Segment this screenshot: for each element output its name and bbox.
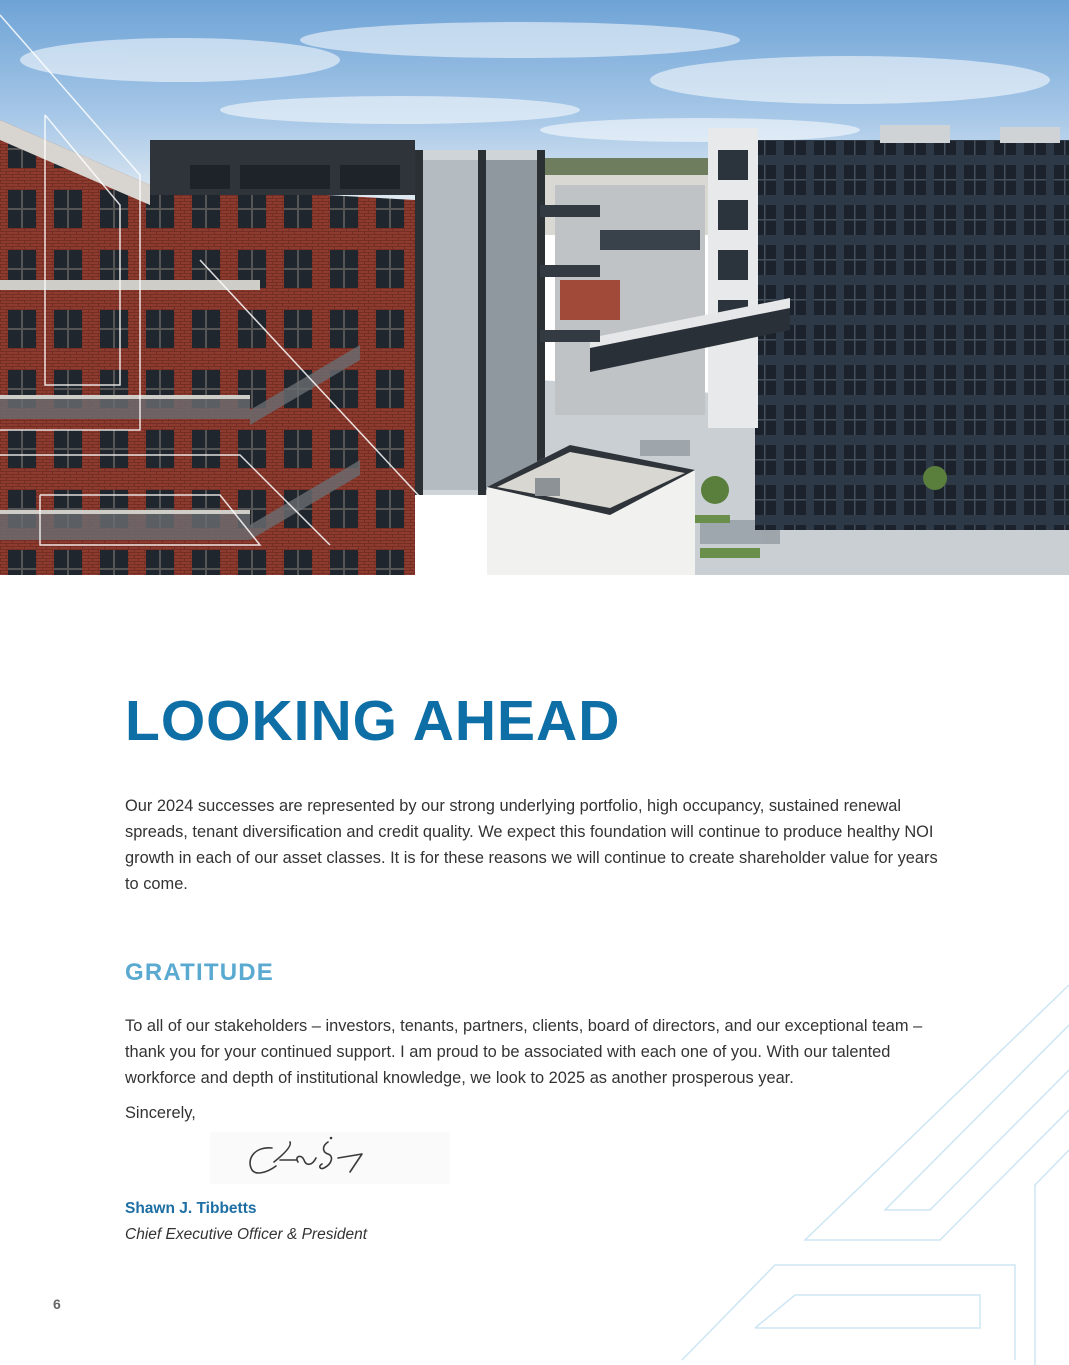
office-building-dark <box>755 140 1069 530</box>
hero-photo <box>0 0 1069 575</box>
gratitude-heading: GRATITUDE <box>125 959 275 986</box>
intro-paragraph: Our 2024 successes are represented by our strong underlying portfolio, high occupancy, sustained renewal spreads, tenant diversification and credit quality. We expect this foundation will continue to produce healthy NOI growth in each of our asset classes. It is for these reasons we will continue to create shareholder value for years to come. <box>125 797 938 893</box>
signer-title: Chief Executive Officer & President <box>125 1226 368 1243</box>
page-number: 6 <box>53 1296 61 1312</box>
closing-salutation: Sincerely, <box>125 1104 196 1122</box>
decorative-line-graphic <box>670 980 1069 1365</box>
page-title: LOOKING AHEAD <box>125 689 621 753</box>
signer-name: Shawn J. Tibbetts <box>125 1200 257 1217</box>
hero-photo-illustration <box>0 0 1069 575</box>
signature-icon <box>210 1132 450 1184</box>
gratitude-paragraph: To all of our stakeholders – investors, tenants, partners, clients, board of directors, and our exceptional team – thank you for your continued support. I am proud to be associated with each one of you. With our talented workforce and depth of institutional knowledge, we look to 2025 as another prosperous year. <box>125 1017 923 1087</box>
